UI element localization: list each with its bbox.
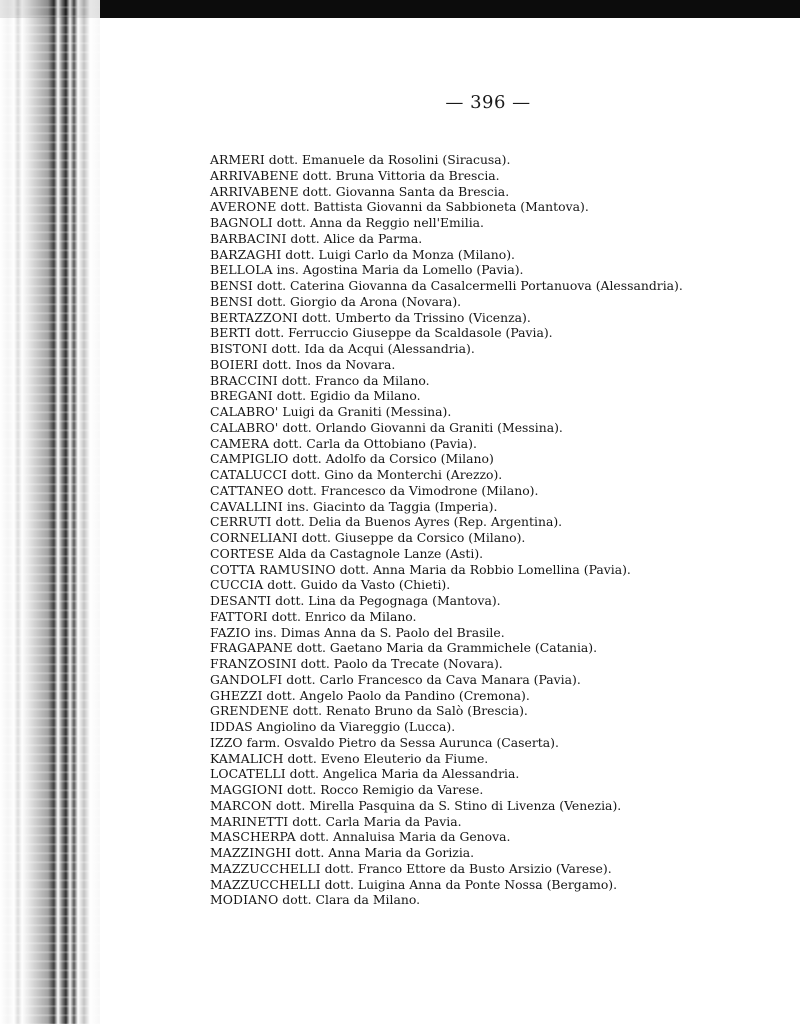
list-item: [210, 782, 690, 798]
entry-surname: COTTA RAMUSINO: [210, 561, 336, 577]
entry-surname: FRANZOSINI: [210, 656, 297, 671]
entry-surname: BOIERI: [210, 356, 259, 372]
list-item: [210, 577, 690, 593]
entry-surname: BERTAZZONI: [210, 309, 298, 325]
entry-details: Luigi da Graniti (Messina).: [282, 404, 452, 419]
entry-details: dott. Clara da Milano.: [282, 892, 421, 908]
entry-details: dott. Carla da Ottobiano (Pavia).: [273, 435, 477, 451]
entry-details: ins. Agostina Maria da Lomello (Pavia).: [276, 262, 524, 278]
entry-details: dott. Inos da Novara.: [262, 356, 396, 372]
list-item: [210, 766, 690, 782]
list-item: [210, 892, 690, 908]
entry-details: dott. Enrico da Milano.: [271, 608, 417, 624]
entry-surname: CAMPIGLIO: [210, 451, 289, 467]
list-item: [210, 546, 690, 562]
list-item: [210, 451, 690, 467]
entry-details: dott. Giovanna Santa da Brescia.: [302, 183, 510, 199]
list-item: [210, 688, 690, 704]
list-item: [210, 199, 690, 215]
list-item: [210, 294, 690, 310]
entry-surname: ARRIVABENE: [210, 183, 299, 199]
list-item: [210, 751, 690, 767]
list-item: [210, 467, 690, 483]
list-item: [210, 184, 690, 200]
entry-details: dott. Emanuele da Rosolini (Siracusa).: [268, 152, 511, 167]
list-item: [210, 625, 690, 641]
list-item: [210, 845, 690, 861]
entry-surname: CAMERA: [210, 435, 270, 451]
list-item: [210, 703, 690, 719]
list-item: [210, 877, 690, 893]
entry-surname: MODIANO: [210, 892, 279, 908]
entry-surname: MARCON: [210, 797, 273, 813]
entry-details: dott. Alice da Parma.: [290, 230, 423, 246]
entry-surname: MAZZUCCHELLI: [210, 876, 321, 892]
entry-surname: ARRIVABENE: [210, 167, 299, 183]
entry-details: dott. Luigina Anna da Ponte Nossa (Bergamo).: [324, 876, 618, 892]
list-item: [210, 562, 690, 578]
entry-surname: IZZO: [210, 734, 243, 750]
entry-details: dott. Angelica Maria da Alessandria.: [289, 766, 520, 782]
list-item: [210, 735, 690, 751]
entry-details: dott. Ida da Acqui (Alessandria).: [271, 341, 475, 356]
entry-surname: GANDOLFI: [210, 671, 283, 687]
list-item: [210, 719, 690, 735]
entry-details: dott. Gino da Monterchi (Arezzo).: [291, 467, 503, 482]
scan-binding-edge: [0, 0, 100, 1024]
entry-details: Angiolino da Viareggio (Lucca).: [256, 719, 456, 734]
list-item: [210, 325, 690, 341]
entry-details: dott. Lina da Pegognaga (Mantova).: [275, 593, 501, 608]
entry-details: dott. Bruna Vittoria da Brescia.: [302, 167, 500, 183]
list-item: [210, 499, 690, 515]
entry-surname: CAVALLINI: [210, 498, 283, 514]
entry-details: dott. Anna da Reggio nell'Emilia.: [276, 215, 484, 230]
list-item: [210, 262, 690, 278]
entry-surname: DESANTI: [210, 593, 272, 608]
entry-details: dott. Angelo Paolo da Pandino (Cremona).: [266, 687, 530, 703]
entry-surname: CERRUTI: [210, 514, 272, 530]
entry-details: dott. Gaetano Maria da Grammichele (Catania).: [296, 640, 598, 656]
entry-surname: FAZIO: [210, 624, 251, 640]
entry-details: dott. Anna Maria da Gorizia.: [295, 845, 475, 860]
list-item: [210, 861, 690, 877]
list-item: [210, 357, 690, 373]
entry-details: dott. Mirella Pasquina da S. Stino di Livenza (Venezia).: [276, 797, 622, 813]
entry-details: dott. Guido da Vasto (Chieti).: [267, 577, 451, 593]
entry-details: dott. Carlo Francesco da Cava Manara (Pavia).: [286, 671, 581, 687]
entry-surname: GRENDENE: [210, 703, 289, 719]
list-item: [210, 341, 690, 357]
list-item: [210, 215, 690, 231]
entry-details: dott. Orlando Giovanni da Graniti (Messina).: [282, 419, 563, 435]
list-item: [210, 373, 690, 389]
entry-surname: ARMERI: [210, 152, 265, 167]
entry-surname: IDDAS: [210, 719, 253, 734]
entry-surname: BERTI: [210, 325, 251, 341]
entry-details: dott. Egidio da Milano.: [276, 388, 421, 404]
list-item: [210, 483, 690, 499]
entry-surname: MAZZUCCHELLI: [210, 860, 321, 876]
list-item: [210, 530, 690, 546]
list-item: [210, 278, 690, 294]
list-item: [210, 672, 690, 688]
name-list: [210, 152, 690, 908]
entry-surname: FRAGAPANE: [210, 640, 293, 656]
entry-details: ins. Dimas Anna da S. Paolo del Brasile.: [254, 624, 505, 640]
entry-details: dott. Ferruccio Giuseppe da Scaldasole (Pavia).: [254, 325, 553, 341]
entry-details: dott. Eveno Eleuterio da Fiume.: [287, 750, 489, 766]
entry-surname: CORTESE: [210, 545, 275, 561]
entry-details: dott. Luigi Carlo da Monza (Milano).: [285, 246, 515, 262]
entry-details: dott. Giorgio da Arona (Novara).: [256, 293, 462, 309]
page-number: — 396 —: [445, 92, 531, 113]
entry-surname: GHEZZI: [210, 687, 263, 703]
entry-surname: CALABRO': [210, 404, 279, 419]
entry-details: ins. Giacinto da Taggia (Imperia).: [286, 498, 498, 514]
list-item: [210, 514, 690, 530]
entry-surname: FATTORI: [210, 608, 268, 624]
entry-surname: MASCHERPA: [210, 829, 296, 845]
list-item: [210, 231, 690, 247]
entry-details: dott. Paolo da Trecate (Novara).: [300, 656, 503, 671]
list-item: [210, 420, 690, 436]
entry-surname: CATTANEO: [210, 482, 284, 498]
entry-details: dott. Renato Bruno da Salò (Brescia).: [292, 703, 528, 719]
list-item: [210, 593, 690, 609]
entry-surname: MAZZINGHI: [210, 845, 292, 860]
entry-details: dott. Giuseppe da Corsico (Milano).: [301, 530, 526, 545]
entry-surname: BELLOLA: [210, 262, 273, 278]
entry-surname: MARINETTI: [210, 813, 289, 829]
entry-details: dott. Franco da Milano.: [281, 372, 430, 388]
entry-surname: BENSI: [210, 278, 253, 293]
entry-details: dott. Delia da Buenos Ayres (Rep. Argentina).: [275, 514, 563, 530]
entry-details: Alda da Castagnole Lanze (Asti).: [278, 545, 484, 561]
list-item: [210, 310, 690, 326]
entry-details: dott. Anna Maria da Robbio Lomellina (Pavia).: [339, 561, 631, 577]
entry-surname: CORNELIANI: [210, 530, 298, 545]
entry-surname: BREGANI: [210, 388, 273, 404]
entry-details: dott. Franco Ettore da Busto Arsizio (Varese).: [324, 860, 612, 876]
entry-details: dott. Adolfo da Corsico (Milano): [292, 451, 494, 467]
list-item: [210, 656, 690, 672]
list-item: [210, 404, 690, 420]
entry-surname: BARBACINI: [210, 230, 287, 246]
list-item: [210, 609, 690, 625]
entry-details: dott. Carla Maria da Pavia.: [292, 813, 462, 829]
entry-surname: BISTONI: [210, 341, 268, 356]
entry-surname: AVERONE: [210, 199, 277, 215]
entry-surname: CUCCIA: [210, 577, 264, 593]
entry-details: dott. Rocco Remigio da Varese.: [286, 782, 484, 797]
entry-surname: LOCATELLI: [210, 766, 286, 782]
list-item: [210, 388, 690, 404]
list-item: [210, 798, 690, 814]
list-item: [210, 152, 690, 168]
entry-surname: BARZAGHI: [210, 246, 282, 262]
entry-surname: BAGNOLI: [210, 215, 273, 230]
entry-details: dott. Annaluisa Maria da Genova.: [299, 829, 511, 845]
entry-surname: KAMALICH: [210, 750, 284, 766]
list-item: [210, 814, 690, 830]
entry-surname: MAGGIONI: [210, 782, 284, 797]
entry-details: dott. Umberto da Trissino (Vicenza).: [301, 309, 531, 325]
entry-surname: BRACCINI: [210, 372, 278, 388]
list-item: [210, 436, 690, 452]
entry-surname: CATALUCCI: [210, 467, 288, 482]
entry-details: dott. Battista Giovanni da Sabbioneta (Mantova).: [280, 199, 589, 215]
entry-details: farm. Osvaldo Pietro da Sessa Aurunca (Caserta).: [246, 734, 559, 750]
entry-details: dott. Caterina Giovanna da Casalcermelli Portanuova (Alessandria).: [256, 278, 683, 293]
list-item: [210, 168, 690, 184]
entry-surname: CALABRO': [210, 419, 279, 435]
list-item: [210, 640, 690, 656]
list-item: [210, 829, 690, 845]
list-item: [210, 247, 690, 263]
entry-surname: BENSI: [210, 293, 253, 309]
entry-details: dott. Francesco da Vimodrone (Milano).: [287, 482, 539, 498]
scan-top-border: [0, 0, 800, 18]
